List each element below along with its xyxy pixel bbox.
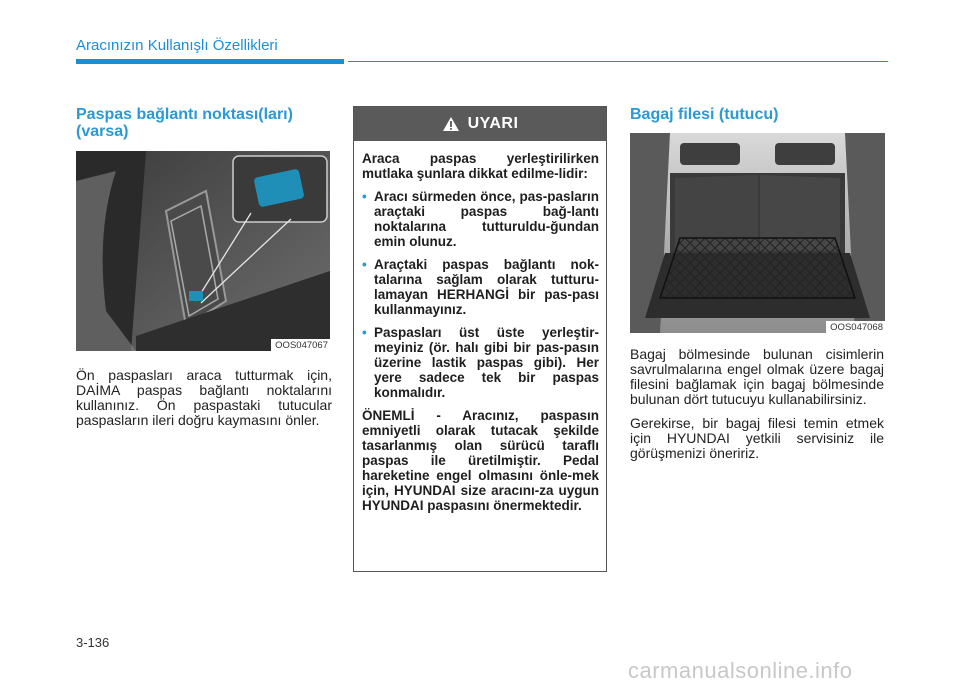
section-title: Aracınızın Kullanışlı Özellikleri: [76, 37, 278, 54]
mat-anchor-photo: [76, 151, 330, 351]
watermark: carmanualsonline.info: [628, 658, 853, 683]
warning-box: [353, 106, 607, 572]
bullet-icon: •: [362, 325, 367, 340]
warning-note: ÖNEMLİ - Aracınız, paspasın emniyetli olarak tutacak şekilde tasarlanmış olan sürücü taraflı paspas ile üretilmiştir. Pedal hareketine engel olmasını önle-mek için, HYUNDAI size aracını-za uygun HYUNDAI paspasını önermektedir.: [362, 408, 599, 513]
cargo-net-text-2: Gerekirse, bir bagaj filesi temin etmek için HYUNDAI yetkili servisiniz ile görüşmenizi öneririz.: [630, 415, 884, 461]
bullet-icon: •: [362, 257, 367, 272]
warning-title: UYARI: [467, 115, 519, 132]
warning-bullet: • Araçtaki paspas bağlantı nok-talarına sağlam olarak tutturu-lamayan HERHANGİ bir pas-pası kullanmayınız.: [362, 257, 599, 317]
cargo-net-heading: Bagaj filesi (tutucu): [630, 106, 779, 123]
warning-body: [354, 141, 606, 513]
header-rule: [348, 61, 888, 62]
mat-anchor-heading: Paspas bağlantı noktası(ları) (varsa): [76, 106, 293, 140]
figure-caption: OOS047067: [271, 339, 330, 351]
warning-header: [354, 107, 606, 141]
cargo-net-photo: [630, 133, 885, 333]
cargo-net-text-1: Bagaj bölmesinde bulunan cisimlerin savrulmalarına engel olmak üzere bagaj filesini bağlamak için bagaj bölmesinde bulunan dört tutucuyu kullanabilirsiniz.: [630, 346, 884, 407]
bullet-icon: •: [362, 189, 367, 204]
cargo-net-figure: [630, 133, 885, 333]
mat-anchor-text: Ön paspasları araca tutturmak için, DAİMA paspas bağlantı noktalarını kullanınız. Ön paspastaki tutucular paspasların ileri doğru kaymasını önler.: [76, 367, 332, 428]
warning-triangle-icon: [442, 116, 460, 132]
warning-intro: Araca paspas yerleştirilirken mutlaka şunlara dikkat edilme-lidir:: [362, 151, 599, 181]
warning-bullet: • Paspasları üst üste yerleştir-meyiniz (ör. halı gibi bir pas-pasın üzerine lastik paspas gibi). Her yere sadece tek bir paspas konmalıdır.: [362, 325, 599, 400]
mat-anchor-figure: [76, 151, 330, 351]
cargo-net-paragraphs: [630, 347, 884, 470]
header-bar-accent: [76, 59, 344, 64]
page-number: 3-136: [76, 635, 110, 650]
figure-caption: OOS047068: [826, 321, 885, 333]
warning-bullet: • Aracı sürmeden önce, pas-pasların araçtaki paspas bağ-lantı noktalarına tutturuldu-ğundan emin olunuz.: [362, 189, 599, 249]
warning-list: [362, 189, 599, 400]
mat-anchor-paragraph: [76, 368, 332, 437]
